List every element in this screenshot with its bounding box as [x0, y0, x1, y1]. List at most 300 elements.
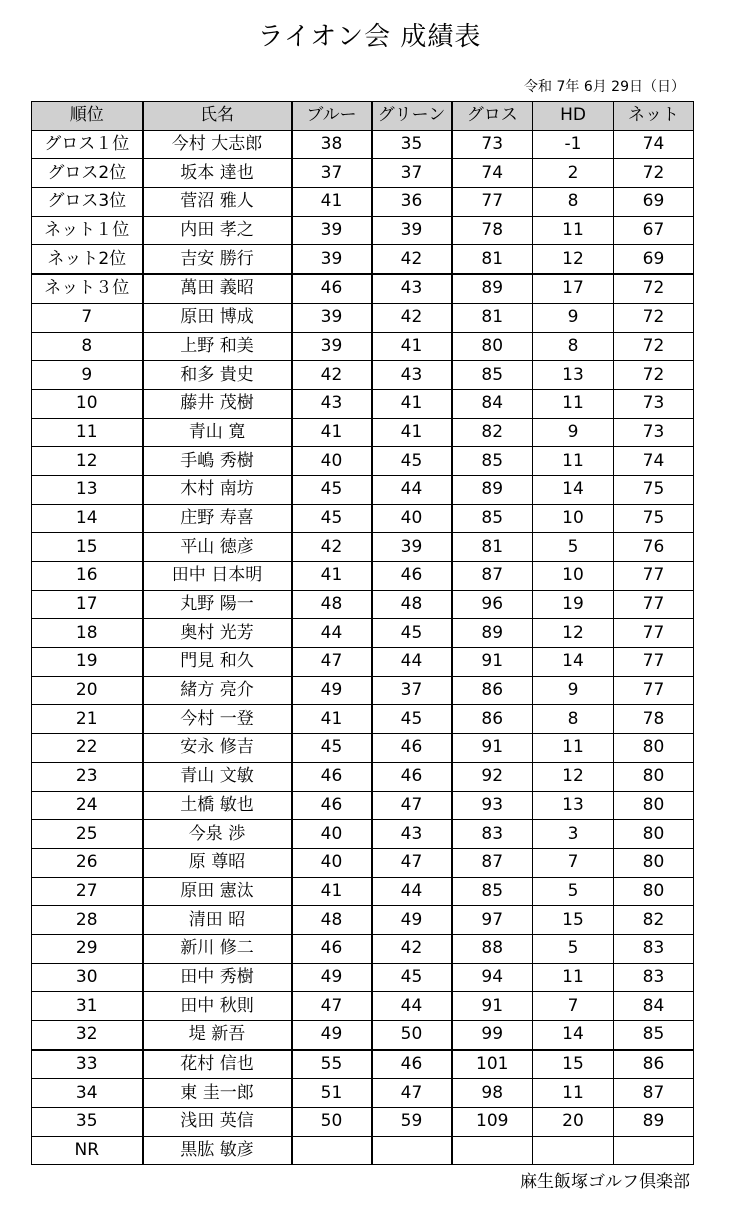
name-cell: 原田 博成	[143, 303, 292, 332]
net-score-cell: 74	[614, 447, 694, 476]
name-cell: 青山 文敏	[143, 762, 292, 791]
table-row	[32, 762, 694, 791]
rank-cell: 20	[32, 676, 143, 705]
name-cell: 木村 南坊	[143, 475, 292, 504]
handicap-cell: 11	[533, 447, 614, 476]
blue-score-cell: 46	[292, 791, 372, 820]
handicap-cell	[533, 1136, 614, 1165]
gross-score-cell: 89	[452, 274, 533, 303]
handicap-cell: 8	[533, 705, 614, 734]
blue-score-cell: 39	[292, 245, 372, 274]
blue-score-cell: 41	[292, 705, 372, 734]
name-cell: 和多 貴史	[143, 361, 292, 390]
table-row	[32, 188, 694, 217]
table-row	[32, 533, 694, 562]
blue-score-cell: 41	[292, 562, 372, 591]
net-score-cell: 77	[614, 562, 694, 591]
net-score-cell: 86	[614, 1050, 694, 1079]
green-score-cell: 59	[372, 1108, 452, 1137]
name-cell: 丸野 陽一	[143, 590, 292, 619]
gross-score-cell: 80	[452, 332, 533, 361]
name-cell: 田中 日本明	[143, 562, 292, 591]
green-score-cell: 41	[372, 332, 452, 361]
net-score-cell: 77	[614, 619, 694, 648]
green-score-cell: 45	[372, 705, 452, 734]
net-score-cell	[614, 1136, 694, 1165]
rank-cell: 16	[32, 562, 143, 591]
rank-cell: グロス2位	[32, 159, 143, 188]
column-header-gross: グロス	[452, 102, 533, 131]
event-date: 令和 7年 6月 29日（日）	[524, 79, 685, 95]
gross-score-cell	[452, 1136, 533, 1165]
gross-score-cell: 84	[452, 389, 533, 418]
net-score-cell: 80	[614, 877, 694, 906]
gross-score-cell: 91	[452, 992, 533, 1021]
net-score-cell: 72	[614, 361, 694, 390]
handicap-cell: 9	[533, 303, 614, 332]
table-row	[32, 877, 694, 906]
table-row	[32, 1136, 694, 1165]
net-score-cell: 82	[614, 906, 694, 935]
green-score-cell: 45	[372, 963, 452, 992]
name-cell: 萬田 義昭	[143, 274, 292, 303]
gross-score-cell: 109	[452, 1108, 533, 1137]
blue-score-cell: 47	[292, 648, 372, 677]
blue-score-cell: 40	[292, 820, 372, 849]
gross-score-cell: 85	[452, 447, 533, 476]
table-row	[32, 705, 694, 734]
handicap-cell: 15	[533, 906, 614, 935]
gross-score-cell: 87	[452, 848, 533, 877]
gross-score-cell: 96	[452, 590, 533, 619]
rank-cell: ネット2位	[32, 245, 143, 274]
table-row	[32, 245, 694, 274]
table-row	[32, 562, 694, 591]
rank-cell: 9	[32, 361, 143, 390]
handicap-cell: 2	[533, 159, 614, 188]
gross-score-cell: 85	[452, 877, 533, 906]
handicap-cell: 10	[533, 504, 614, 533]
green-score-cell: 41	[372, 418, 452, 447]
handicap-cell: 12	[533, 762, 614, 791]
name-cell: 堤 新吾	[143, 1021, 292, 1050]
blue-score-cell	[292, 1136, 372, 1165]
green-score-cell: 44	[372, 992, 452, 1021]
rank-cell: 18	[32, 619, 143, 648]
net-score-cell: 77	[614, 676, 694, 705]
green-score-cell: 46	[372, 762, 452, 791]
blue-score-cell: 39	[292, 332, 372, 361]
handicap-cell: 14	[533, 648, 614, 677]
blue-score-cell: 47	[292, 992, 372, 1021]
gross-score-cell: 82	[452, 418, 533, 447]
net-score-cell: 89	[614, 1108, 694, 1137]
blue-score-cell: 45	[292, 734, 372, 763]
table-row	[32, 963, 694, 992]
table-row	[32, 906, 694, 935]
handicap-cell: 7	[533, 992, 614, 1021]
green-score-cell: 43	[372, 820, 452, 849]
green-score-cell: 50	[372, 1021, 452, 1050]
net-score-cell: 72	[614, 303, 694, 332]
gross-score-cell: 85	[452, 504, 533, 533]
gross-score-cell: 92	[452, 762, 533, 791]
rank-cell: NR	[32, 1136, 143, 1165]
handicap-cell: 5	[533, 877, 614, 906]
rank-cell: 26	[32, 848, 143, 877]
blue-score-cell: 40	[292, 447, 372, 476]
table-row	[32, 791, 694, 820]
name-cell: 上野 和美	[143, 332, 292, 361]
green-score-cell: 49	[372, 906, 452, 935]
gross-score-cell: 94	[452, 963, 533, 992]
table-row	[32, 1079, 694, 1108]
green-score-cell: 48	[372, 590, 452, 619]
name-cell: 花村 信也	[143, 1050, 292, 1079]
net-score-cell: 74	[614, 130, 694, 159]
name-cell: 安永 修吉	[143, 734, 292, 763]
blue-score-cell: 46	[292, 762, 372, 791]
green-score-cell: 47	[372, 791, 452, 820]
gross-score-cell: 81	[452, 245, 533, 274]
green-score-cell: 36	[372, 188, 452, 217]
table-row	[32, 303, 694, 332]
green-score-cell: 45	[372, 447, 452, 476]
handicap-cell: 13	[533, 791, 614, 820]
handicap-cell: 3	[533, 820, 614, 849]
net-score-cell: 80	[614, 791, 694, 820]
blue-score-cell: 49	[292, 676, 372, 705]
rank-cell: 29	[32, 934, 143, 963]
rank-cell: 13	[32, 475, 143, 504]
name-cell: 奥村 光芳	[143, 619, 292, 648]
gross-score-cell: 101	[452, 1050, 533, 1079]
blue-score-cell: 38	[292, 130, 372, 159]
green-score-cell: 46	[372, 1050, 452, 1079]
gross-score-cell: 73	[452, 130, 533, 159]
handicap-cell: 7	[533, 848, 614, 877]
handicap-cell: 5	[533, 934, 614, 963]
rank-cell: 17	[32, 590, 143, 619]
net-score-cell: 80	[614, 848, 694, 877]
handicap-cell: 11	[533, 734, 614, 763]
green-score-cell	[372, 1136, 452, 1165]
table-row	[32, 389, 694, 418]
gross-score-cell: 89	[452, 619, 533, 648]
rank-cell: 11	[32, 418, 143, 447]
handicap-cell: 13	[533, 361, 614, 390]
rank-cell: ネット３位	[32, 274, 143, 303]
green-score-cell: 44	[372, 475, 452, 504]
table-row	[32, 848, 694, 877]
rank-cell: 12	[32, 447, 143, 476]
column-header-blue: ブルー	[292, 102, 372, 131]
green-score-cell: 35	[372, 130, 452, 159]
green-score-cell: 42	[372, 245, 452, 274]
table-row	[32, 619, 694, 648]
club-name: 麻生飯塚ゴルフ倶楽部	[520, 1172, 690, 1192]
name-cell: 東 圭一郎	[143, 1079, 292, 1108]
handicap-cell: 9	[533, 676, 614, 705]
handicap-cell: 11	[533, 963, 614, 992]
rank-cell: 30	[32, 963, 143, 992]
green-score-cell: 44	[372, 648, 452, 677]
gross-score-cell: 98	[452, 1079, 533, 1108]
blue-score-cell: 41	[292, 877, 372, 906]
blue-score-cell: 44	[292, 619, 372, 648]
gross-score-cell: 77	[452, 188, 533, 217]
net-score-cell: 80	[614, 734, 694, 763]
blue-score-cell: 39	[292, 216, 372, 245]
table-row	[32, 676, 694, 705]
rank-cell: 14	[32, 504, 143, 533]
green-score-cell: 44	[372, 877, 452, 906]
rank-cell: 24	[32, 791, 143, 820]
rank-cell: 19	[32, 648, 143, 677]
blue-score-cell: 46	[292, 274, 372, 303]
table-row	[32, 992, 694, 1021]
name-cell: 田中 秋則	[143, 992, 292, 1021]
blue-score-cell: 46	[292, 934, 372, 963]
gross-score-cell: 83	[452, 820, 533, 849]
rank-cell: 23	[32, 762, 143, 791]
rank-cell: ネット１位	[32, 216, 143, 245]
net-score-cell: 73	[614, 389, 694, 418]
net-score-cell: 87	[614, 1079, 694, 1108]
name-cell: 今泉 渉	[143, 820, 292, 849]
table-row	[32, 648, 694, 677]
table-row	[32, 274, 694, 303]
name-cell: 藤井 茂樹	[143, 389, 292, 418]
green-score-cell: 46	[372, 734, 452, 763]
gross-score-cell: 93	[452, 791, 533, 820]
table-row	[32, 475, 694, 504]
blue-score-cell: 48	[292, 590, 372, 619]
handicap-cell: 14	[533, 1021, 614, 1050]
net-score-cell: 72	[614, 159, 694, 188]
handicap-cell: 17	[533, 274, 614, 303]
gross-score-cell: 81	[452, 533, 533, 562]
rank-cell: グロス3位	[32, 188, 143, 217]
rank-cell: 32	[32, 1021, 143, 1050]
gross-score-cell: 81	[452, 303, 533, 332]
table-row	[32, 1108, 694, 1137]
green-score-cell: 42	[372, 303, 452, 332]
net-score-cell: 72	[614, 274, 694, 303]
handicap-cell: 19	[533, 590, 614, 619]
gross-score-cell: 91	[452, 734, 533, 763]
name-cell: 庄野 寿喜	[143, 504, 292, 533]
net-score-cell: 84	[614, 992, 694, 1021]
name-cell: 原田 憲汰	[143, 877, 292, 906]
table-row	[32, 934, 694, 963]
net-score-cell: 83	[614, 934, 694, 963]
net-score-cell: 80	[614, 820, 694, 849]
handicap-cell: 5	[533, 533, 614, 562]
blue-score-cell: 51	[292, 1079, 372, 1108]
name-cell: 田中 秀樹	[143, 963, 292, 992]
blue-score-cell: 50	[292, 1108, 372, 1137]
column-header-rank: 順位	[32, 102, 143, 131]
green-score-cell: 47	[372, 1079, 452, 1108]
blue-score-cell: 55	[292, 1050, 372, 1079]
rank-cell: 34	[32, 1079, 143, 1108]
green-score-cell: 41	[372, 389, 452, 418]
table-row	[32, 216, 694, 245]
name-cell: 青山 寛	[143, 418, 292, 447]
rank-cell: 27	[32, 877, 143, 906]
handicap-cell: -1	[533, 130, 614, 159]
net-score-cell: 73	[614, 418, 694, 447]
blue-score-cell: 49	[292, 1021, 372, 1050]
rank-cell: 35	[32, 1108, 143, 1137]
name-cell: 平山 徳彦	[143, 533, 292, 562]
blue-score-cell: 37	[292, 159, 372, 188]
green-score-cell: 40	[372, 504, 452, 533]
handicap-cell: 20	[533, 1108, 614, 1137]
table-row	[32, 332, 694, 361]
green-score-cell: 45	[372, 619, 452, 648]
net-score-cell: 69	[614, 245, 694, 274]
name-cell: 菅沼 雅人	[143, 188, 292, 217]
table-row	[32, 130, 694, 159]
net-score-cell: 72	[614, 332, 694, 361]
green-score-cell: 46	[372, 562, 452, 591]
blue-score-cell: 48	[292, 906, 372, 935]
net-score-cell: 80	[614, 762, 694, 791]
net-score-cell: 78	[614, 705, 694, 734]
table-body	[32, 130, 694, 1165]
handicap-cell: 8	[533, 188, 614, 217]
blue-score-cell: 41	[292, 188, 372, 217]
table-row	[32, 504, 694, 533]
name-cell: 原 尊昭	[143, 848, 292, 877]
green-score-cell: 39	[372, 533, 452, 562]
handicap-cell: 11	[533, 216, 614, 245]
net-score-cell: 77	[614, 590, 694, 619]
rank-cell: 10	[32, 389, 143, 418]
green-score-cell: 37	[372, 676, 452, 705]
gross-score-cell: 78	[452, 216, 533, 245]
gross-score-cell: 97	[452, 906, 533, 935]
gross-score-cell: 88	[452, 934, 533, 963]
rank-cell: 33	[32, 1050, 143, 1079]
name-cell: 浅田 英信	[143, 1108, 292, 1137]
blue-score-cell: 42	[292, 361, 372, 390]
name-cell: 坂本 達也	[143, 159, 292, 188]
gross-score-cell: 91	[452, 648, 533, 677]
gross-score-cell: 86	[452, 705, 533, 734]
handicap-cell: 12	[533, 619, 614, 648]
name-cell: 内田 孝之	[143, 216, 292, 245]
gross-score-cell: 85	[452, 361, 533, 390]
name-cell: 今村 大志郎	[143, 130, 292, 159]
rank-cell: 15	[32, 533, 143, 562]
name-cell: 土橋 敏也	[143, 791, 292, 820]
net-score-cell: 85	[614, 1021, 694, 1050]
name-cell: 新川 修二	[143, 934, 292, 963]
rank-cell: 8	[32, 332, 143, 361]
name-cell: 清田 昭	[143, 906, 292, 935]
net-score-cell: 67	[614, 216, 694, 245]
table-row	[32, 734, 694, 763]
rank-cell: 25	[32, 820, 143, 849]
handicap-cell: 14	[533, 475, 614, 504]
column-header-name: 氏名	[143, 102, 292, 131]
name-cell: 今村 一登	[143, 705, 292, 734]
net-score-cell: 77	[614, 648, 694, 677]
table-row	[32, 159, 694, 188]
column-header-hd: HD	[533, 102, 614, 131]
name-cell: 手嶋 秀樹	[143, 447, 292, 476]
net-score-cell: 75	[614, 475, 694, 504]
blue-score-cell: 39	[292, 303, 372, 332]
rank-cell: 28	[32, 906, 143, 935]
green-score-cell: 43	[372, 361, 452, 390]
blue-score-cell: 40	[292, 848, 372, 877]
handicap-cell: 8	[533, 332, 614, 361]
gross-score-cell: 87	[452, 562, 533, 591]
green-score-cell: 37	[372, 159, 452, 188]
page-title: ライオン会 成績表	[257, 22, 482, 52]
table-row	[32, 820, 694, 849]
name-cell: 緒方 亮介	[143, 676, 292, 705]
gross-score-cell: 86	[452, 676, 533, 705]
blue-score-cell: 49	[292, 963, 372, 992]
rank-cell: グロス１位	[32, 130, 143, 159]
handicap-cell: 9	[533, 418, 614, 447]
gross-score-cell: 74	[452, 159, 533, 188]
table-row	[32, 418, 694, 447]
table-row	[32, 590, 694, 619]
column-header-net: ネット	[614, 102, 694, 131]
green-score-cell: 39	[372, 216, 452, 245]
table-row	[32, 447, 694, 476]
gross-score-cell: 89	[452, 475, 533, 504]
handicap-cell: 12	[533, 245, 614, 274]
blue-score-cell: 45	[292, 475, 372, 504]
table-row	[32, 1050, 694, 1079]
name-cell: 吉安 勝行	[143, 245, 292, 274]
handicap-cell: 10	[533, 562, 614, 591]
gross-score-cell: 99	[452, 1021, 533, 1050]
net-score-cell: 69	[614, 188, 694, 217]
name-cell: 黒肱 敏彦	[143, 1136, 292, 1165]
handicap-cell: 11	[533, 1079, 614, 1108]
net-score-cell: 83	[614, 963, 694, 992]
rank-cell: 7	[32, 303, 143, 332]
blue-score-cell: 41	[292, 418, 372, 447]
table-row	[32, 1021, 694, 1050]
net-score-cell: 76	[614, 533, 694, 562]
green-score-cell: 47	[372, 848, 452, 877]
blue-score-cell: 43	[292, 389, 372, 418]
handicap-cell: 11	[533, 389, 614, 418]
rank-cell: 31	[32, 992, 143, 1021]
net-score-cell: 75	[614, 504, 694, 533]
rank-cell: 22	[32, 734, 143, 763]
handicap-cell: 15	[533, 1050, 614, 1079]
name-cell: 門見 和久	[143, 648, 292, 677]
green-score-cell: 43	[372, 274, 452, 303]
blue-score-cell: 42	[292, 533, 372, 562]
table-header-row	[32, 102, 694, 131]
rank-cell: 21	[32, 705, 143, 734]
results-table	[31, 101, 694, 1165]
column-header-green: グリーン	[372, 102, 452, 131]
blue-score-cell: 45	[292, 504, 372, 533]
table-row	[32, 361, 694, 390]
